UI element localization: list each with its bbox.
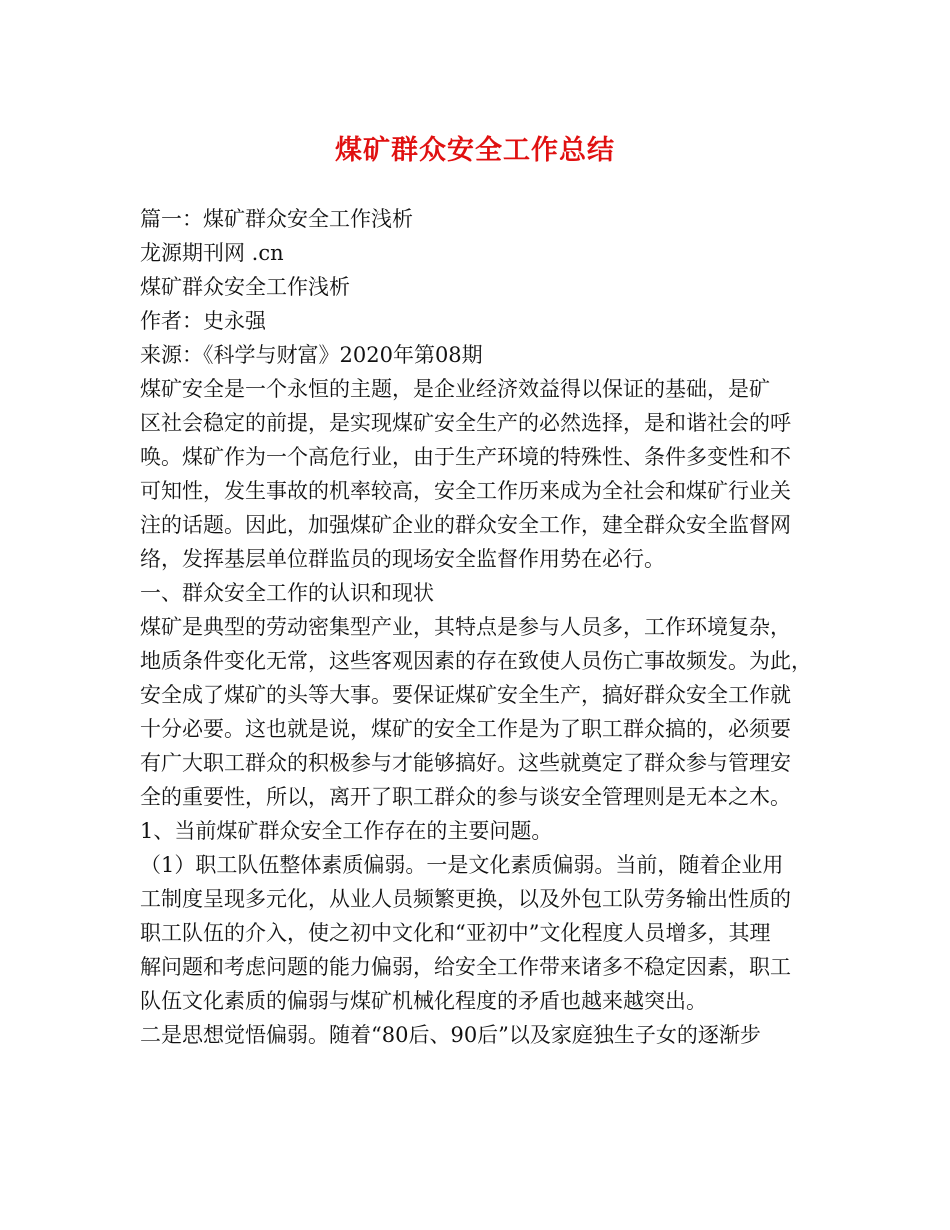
text-line: 注的话题。因此，加强煤矿企业的群众安全工作，建全群众安全监督网 [140, 513, 791, 537]
text-line: 络，发挥基层单位群监员的现场安全监督作用势在必行。 [140, 547, 665, 571]
text-line: 来源：《科学与财富》2020年第08期 [140, 343, 483, 367]
text-line: 可知性，发生事故的机率较高，安全工作历来成为全社会和煤矿行业关 [140, 479, 791, 503]
text-line: 煤矿是典型的劳动密集型产业，其特点是参与人员多，工作环境复杂， [140, 615, 791, 639]
text-line: 唤。煤矿作为一个高危行业，由于生产环境的特殊性、条件多变性和不 [140, 445, 791, 469]
document-title: 煤矿群众安全工作总结 [335, 135, 615, 166]
text-line: 有广大职工群众的积极参与才能够搞好。这些就奠定了群众参与管理安 [140, 751, 791, 775]
text-line: 二是思想觉悟偏弱。随着“80后、90后”以及家庭独生子女的逐渐步 [140, 1023, 761, 1047]
text-line: 职工队伍的介入，使之初中文化和“亚初中”文化程度人员增多，其理 [140, 921, 771, 945]
text-line: 队伍文化素质的偏弱与煤矿机械化程度的矛盾也越来越突出。 [140, 989, 707, 1013]
text-line: 一、群众安全工作的认识和现状 [140, 581, 434, 605]
text-line: 十分必要。这也就是说，煤矿的安全工作是为了职工群众搞的，必须要 [140, 717, 791, 741]
text-line: 1、当前煤矿群众安全工作存在的主要问题。 [140, 819, 553, 843]
text-line: 全的重要性，所以，离开了职工群众的参与谈安全管理则是无本之木。 [140, 785, 791, 809]
text-line: 篇一：煤矿群众安全工作浅析 [140, 207, 413, 231]
document-body [140, 202, 820, 1052]
text-line: 煤矿群众安全工作浅析 [140, 275, 350, 299]
text-line: 工制度呈现多元化，从业人员频繁更换，以及外包工队劳务输出性质的 [140, 887, 791, 911]
text-line: （1）职工队伍整体素质偏弱。一是文化素质偏弱。当前，随着企业用 [140, 853, 784, 877]
text-line: 安全成了煤矿的头等大事。要保证煤矿安全生产，搞好群众安全工作就 [140, 683, 791, 707]
text-line: 龙源期刊网 .cn [140, 241, 284, 265]
text-line: 煤矿安全是一个永恒的主题，是企业经济效益得以保证的基础，是矿 [140, 377, 770, 401]
text-line: 地质条件变化无常，这些客观因素的存在致使人员伤亡事故频发。为此， [140, 649, 812, 673]
text-line: 区社会稳定的前提，是实现煤矿安全生产的必然选择，是和谐社会的呼 [140, 411, 791, 435]
text-line: 解问题和考虑问题的能力偏弱，给安全工作带来诸多不稳定因素，职工 [140, 955, 791, 979]
text-line: 作者：史永强 [140, 309, 266, 333]
